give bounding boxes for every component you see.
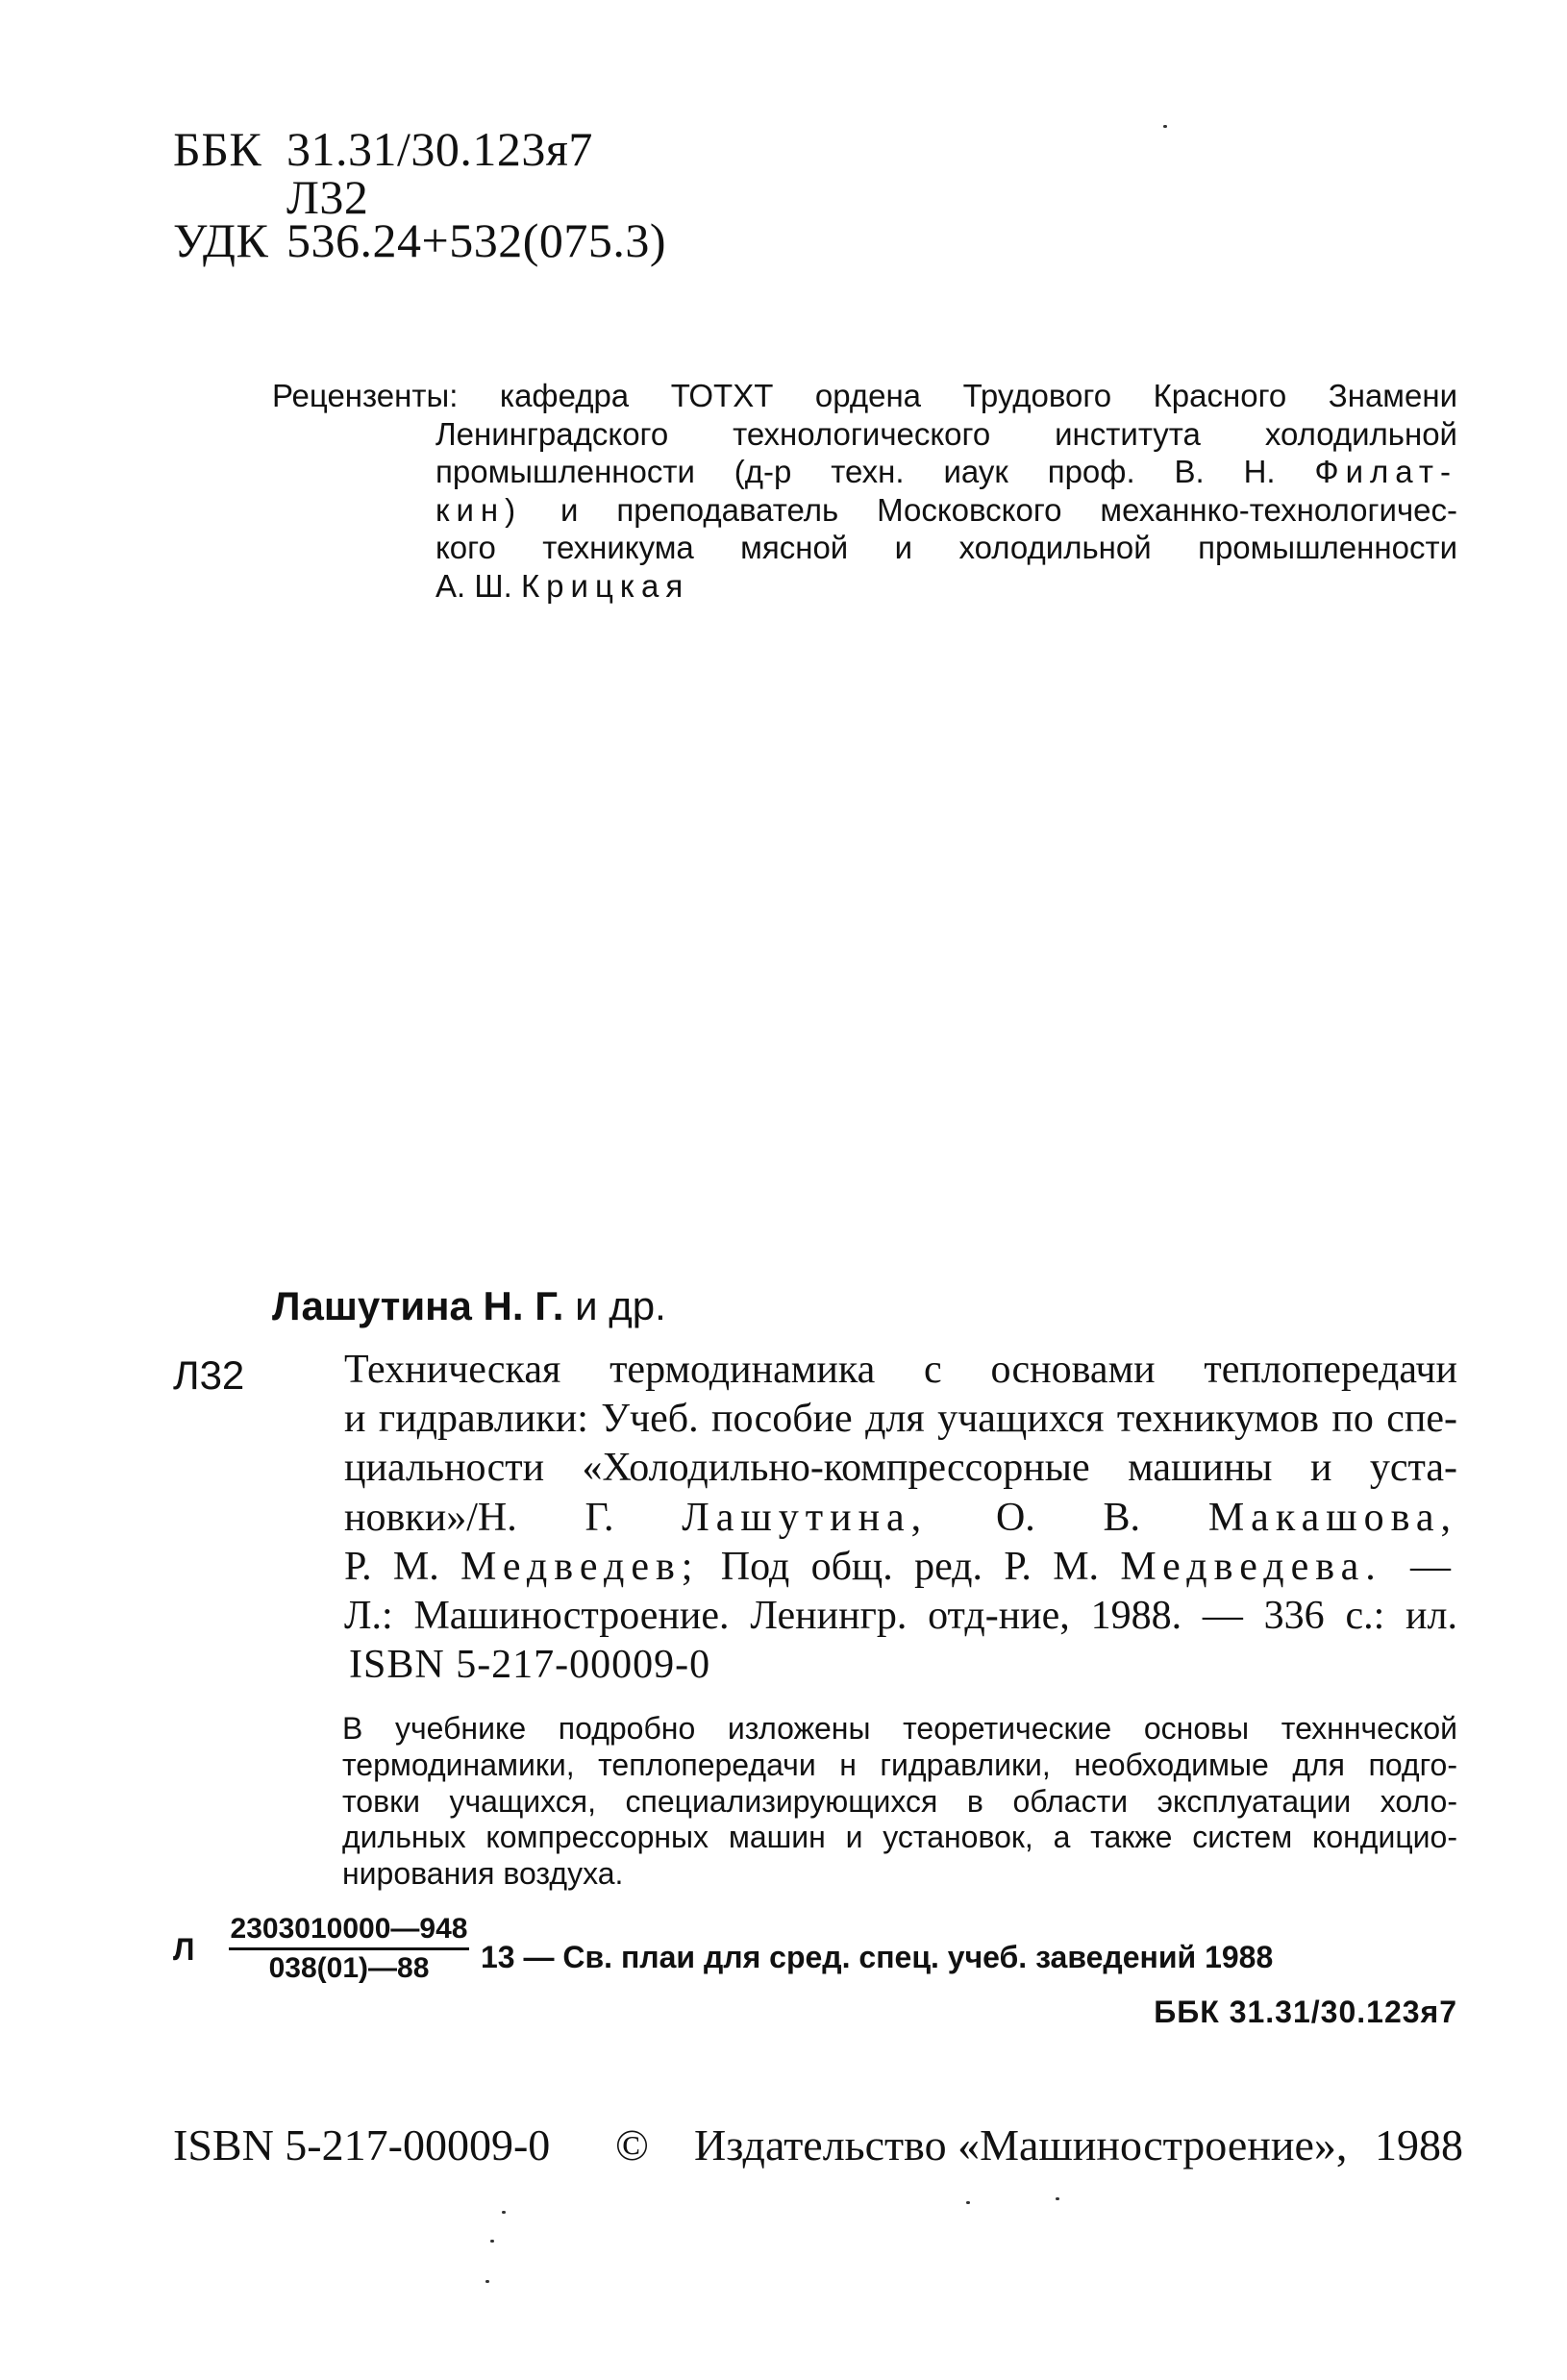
reviewers-line-1: Рецензенты: кафедра ТОТХТ ордена Трудового Красного Знамени bbox=[272, 378, 1458, 413]
bibliographic-description bbox=[344, 1346, 1457, 1641]
bibl-line-1: Техническая термодинамика с основами теплопередачи bbox=[344, 1348, 1457, 1392]
bibl-line-6: Л.: Машиностроение. Ленингр. отд-ние, 1988. — 336 с.: ил. bbox=[344, 1594, 1457, 1639]
reviewers-line-2: Ленинградского технологического института холодильной bbox=[435, 415, 1457, 452]
copyright-year: 1988 bbox=[1375, 2120, 1463, 2169]
bibl-line-4: новки»/Н. Г. Лашутина, О. В. Макашова, bbox=[344, 1495, 1457, 1540]
author-line bbox=[272, 1283, 666, 1329]
bbk-secondary: ББК 31.31/30.123я7 bbox=[1154, 1995, 1457, 2029]
isbn-footer: ISBN 5-217-00009-0 bbox=[173, 2120, 551, 2169]
scan-speck bbox=[490, 2240, 494, 2243]
annotation-line-1: В учебнике подробно изложены теоретические основы техннческой bbox=[342, 1711, 1457, 1746]
annotation-line-5: нирования воздуха. bbox=[342, 1856, 624, 1891]
reviewers-line-4: кин) и преподаватель Московского механнко-технологичес- bbox=[435, 491, 1458, 528]
udk-value: 536.24+532(075.3) bbox=[286, 213, 666, 267]
copyright-publisher: Издательство «Машиностроение», bbox=[694, 2120, 1348, 2169]
reviewers-line-3: промышленности (д-р техн. иаук проф. В. Н. Филат- bbox=[435, 454, 1458, 490]
publisher-code-numerator: 2303010000—948 bbox=[229, 1913, 469, 1950]
scan-speck bbox=[485, 2280, 489, 2283]
reviewers-label: Рецензенты: bbox=[272, 378, 459, 413]
cutter-number: Л32 bbox=[286, 170, 369, 224]
bbk-classification bbox=[173, 122, 593, 176]
copyright-symbol: © bbox=[615, 2120, 649, 2169]
bbk-label: ББК bbox=[173, 122, 262, 176]
publication-plan: 13 — Св. плаи для сред. спец. учеб. заведений 1988 bbox=[481, 1940, 1274, 1974]
reviewers-line-5: кого техникума мясной и холодильной промышленности bbox=[435, 530, 1457, 566]
udk-classification bbox=[173, 213, 666, 267]
bibl-line-5: Р. М. Медведев; Под общ. ред. Р. М. Медведева. — bbox=[344, 1544, 1458, 1589]
author-suffix: и др. bbox=[575, 1283, 666, 1328]
annotation-line-4: дильных компрессорных машин и установок, а также систем кондицио- bbox=[342, 1820, 1457, 1855]
scan-speck bbox=[966, 2201, 970, 2204]
reviewers-line-6: А. Ш. Крицкая bbox=[435, 567, 690, 604]
scan-speck bbox=[1056, 2197, 1059, 2200]
author-name: Лашутина Н. Г. bbox=[272, 1283, 564, 1328]
publisher-code-denominator: 038(01)—88 bbox=[268, 1952, 430, 1984]
annotation-line-2: термодинамики, теплопередачи н гидравлики, необходимые для подго- bbox=[342, 1747, 1457, 1782]
udk-label: УДК bbox=[173, 213, 269, 267]
scan-speck bbox=[1163, 125, 1167, 128]
scan-speck bbox=[502, 2211, 506, 2214]
annotation-line-3: товки учащихся, специализирующихся в области эксплуатации холо- bbox=[342, 1783, 1457, 1819]
bbk-value: 31.31/30.123я7 bbox=[286, 122, 593, 176]
publisher-code-fraction bbox=[229, 1913, 469, 1985]
bibl-line-3: циальности «Холодильно-компрессорные машины и уста- bbox=[344, 1446, 1457, 1491]
reviewers-block bbox=[272, 377, 1457, 606]
isbn-primary: ISBN 5-217-00009-0 bbox=[349, 1643, 711, 1687]
annotation-block bbox=[342, 1711, 1457, 1893]
bibl-line-2: и гидравлики: Учеб. пособие для учащихся техникумов по спе- bbox=[344, 1397, 1457, 1442]
bibliographic-cutter: Л32 bbox=[173, 1352, 245, 1398]
publisher-code-prefix: Л bbox=[173, 1932, 195, 1967]
